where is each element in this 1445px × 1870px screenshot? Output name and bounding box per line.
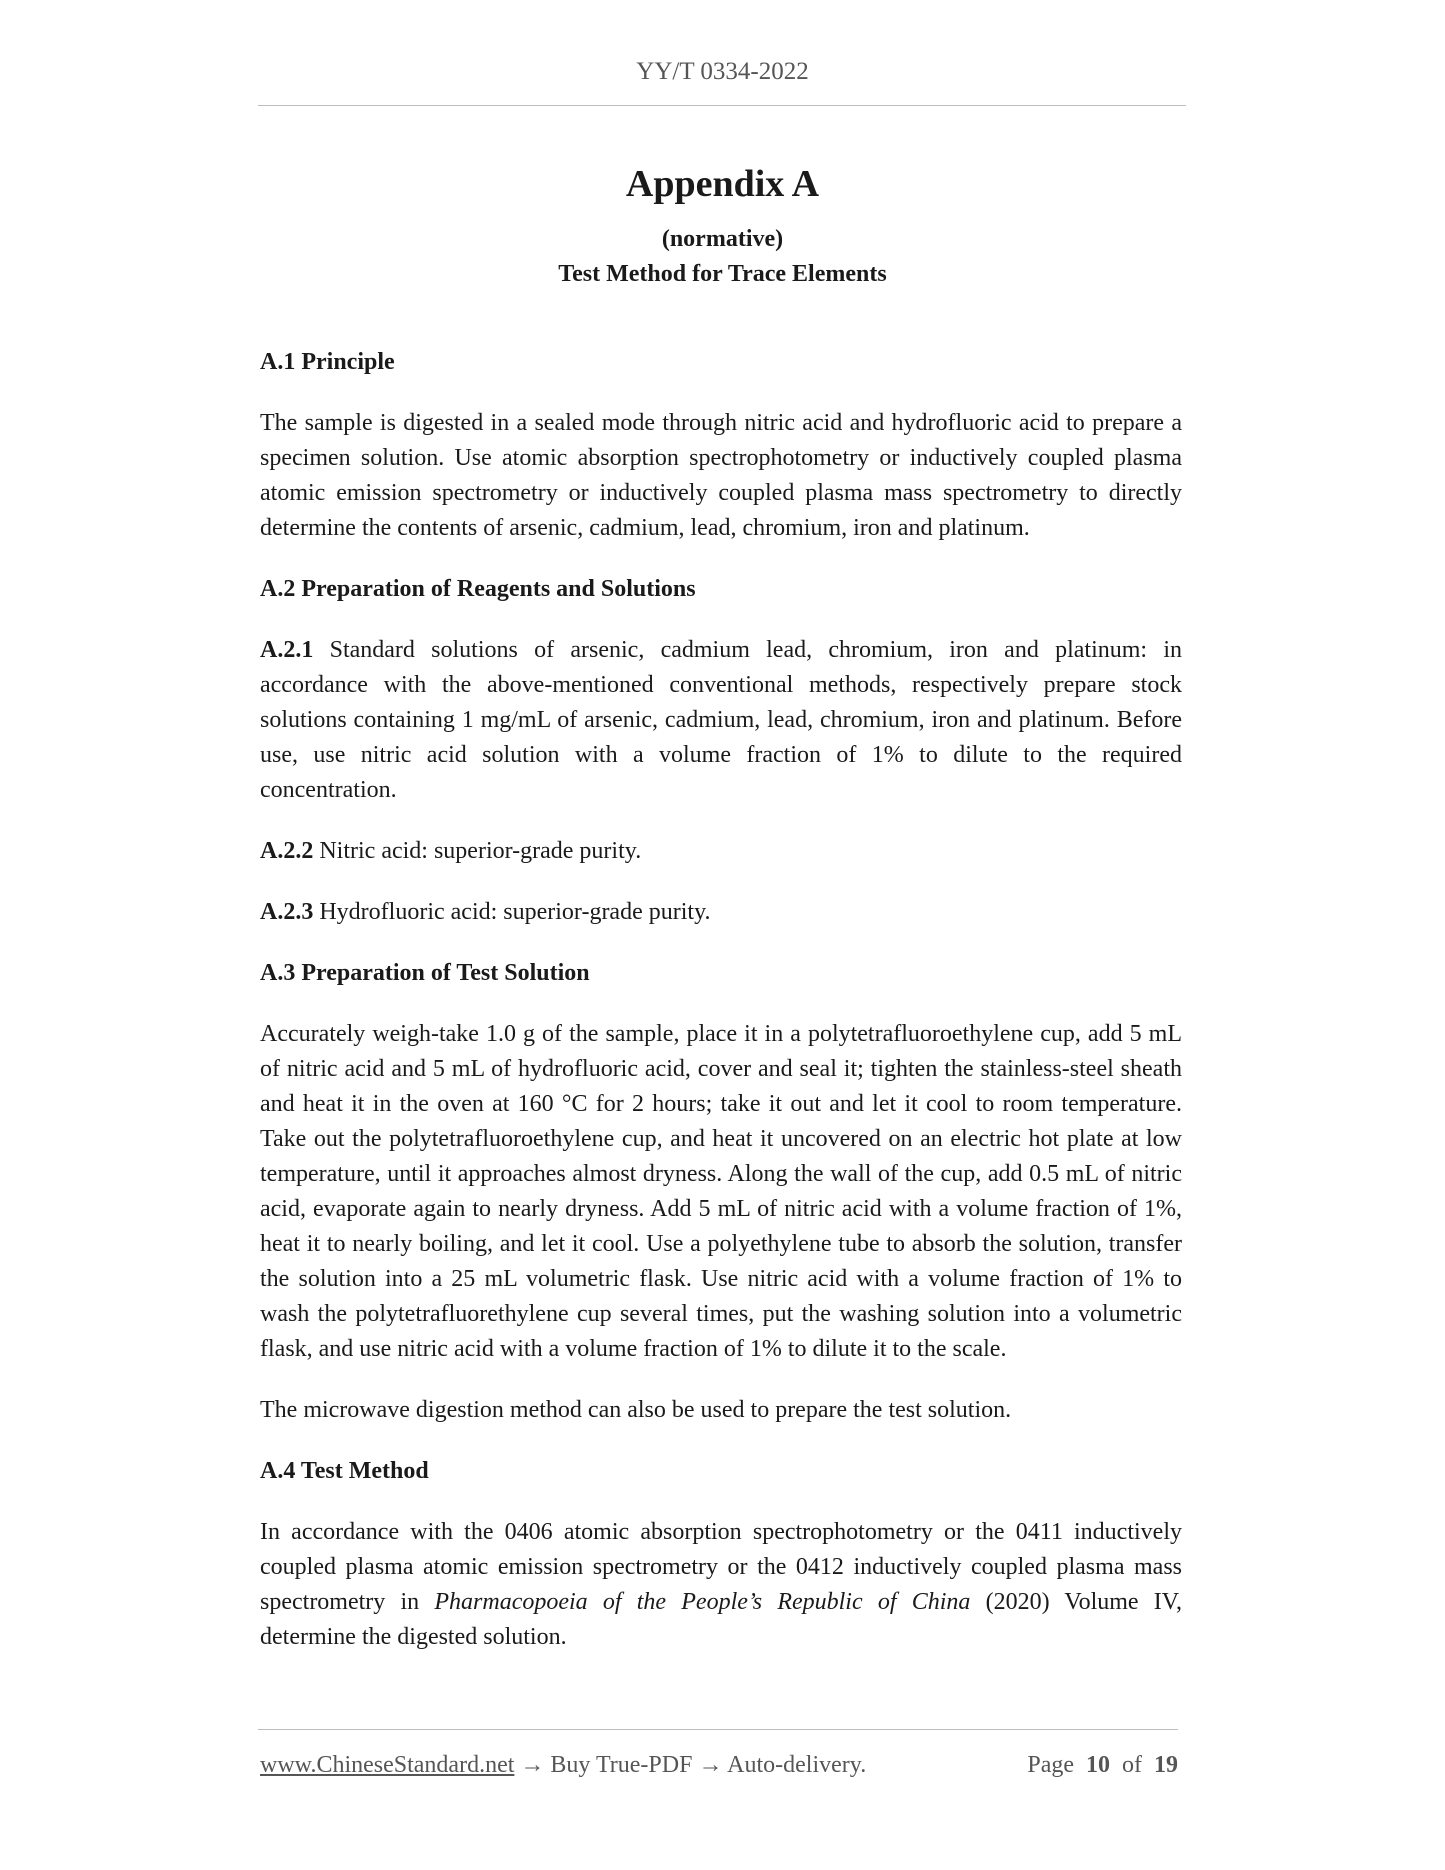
- method-text: In accordance with the 0406 atomic absorption spectrophotometry or the 0411 inductively coupled plasma atomic emission spectrometry or the 0412 inductively coupled plasma mass spectrometry in: [260, 1519, 1182, 1615]
- footer-divider: [258, 1729, 1178, 1730]
- appendix-type: (normative): [661, 226, 784, 252]
- test-solution-paragraph: Accurately weigh-take 1.0 g of the sample, place it in a polytetrafluoroethylene cup, add 5 mL of nitric acid and 5 mL of hydrofluoric acid, cover and seal it; tighten the stainless-steel sheath and heat it in the oven at 160 °C for 2 hours; take it out and let it cool to room temperature. Take out the polytetrafluoroethylene cup, and heat it uncovered on an electric hot plate at low temperature, until it approaches almost dryness. Along the wall of the cup, add 0.5 mL of nitric acid, evaporate again to nearly dryness. Add 5 mL of nitric acid with a volume fraction of 1%, heat it to nearly boiling, and let it cool. Use a polyethylene tube to absorb the solution, transfer the solution into a 25 mL volumetric flask. Use nitric acid with a volume fraction of 1% to wash the polytetrafluorethylene cup several times, put the washing solution into a volumetric flask, and use nitric acid with a volume fraction of 1% to dilute it to the scale.: [260, 1021, 1182, 1362]
- appendix-title: Appendix A: [625, 163, 820, 205]
- footer-promo: [260, 1750, 866, 1780]
- clause-number: A.2.3: [260, 899, 314, 925]
- website-link[interactable]: www.ChineseStandard.net: [260, 1752, 515, 1778]
- clause-text: Hydrofluoric acid: superior-grade purity.: [319, 899, 711, 925]
- clause-a-2-2: [260, 834, 1182, 869]
- page-label: Page: [1027, 1752, 1074, 1778]
- method-text-end: (2020) Volume IV, determine the digested solution.: [260, 1589, 1183, 1650]
- arrow-icon: →: [698, 1752, 723, 1778]
- appendix-name: Test Method for Trace Elements: [558, 261, 887, 287]
- document-body: [260, 345, 1182, 1655]
- clause-a-2-1: [260, 633, 1182, 808]
- appendix-title-block: [0, 160, 1445, 289]
- of-label: of: [1122, 1752, 1142, 1778]
- clause-number: A.2.1: [260, 637, 314, 663]
- clause-a-2-3: [260, 895, 1182, 930]
- buy-text: Buy True-PDF: [550, 1752, 693, 1778]
- arrow-icon: →: [520, 1752, 545, 1778]
- page-number: [1027, 1750, 1178, 1780]
- current-page: 10: [1086, 1752, 1110, 1778]
- section-heading-a2: A.2 Preparation of Reagents and Solutions: [260, 576, 696, 602]
- document-header: [0, 58, 1445, 86]
- delivery-text: Auto-delivery.: [727, 1752, 867, 1778]
- principle-paragraph: The sample is digested in a sealed mode through nitric acid and hydrofluoric acid to prepare a specimen solution. Use atomic absorption spectrophotometry or inductively coupled plasma atomic emission spectrometry or inductively coupled plasma mass spectrometry to directly determine the contents of arsenic, cadmium, lead, chromium, iron and platinum.: [260, 410, 1182, 541]
- test-method-paragraph: [260, 1515, 1182, 1655]
- pharmacopoeia-title: Pharmacopoeia of the People’s Republic of China: [434, 1589, 971, 1615]
- section-heading-a3: A.3 Preparation of Test Solution: [260, 960, 590, 986]
- section-heading-a1: A.1 Principle: [260, 349, 395, 375]
- clause-text: Standard solutions of arsenic, cadmium lead, chromium, iron and platinum: in accordance with the above-mentioned conventional methods, respectively prepare stock solutions containing 1 mg/mL of arsenic, cadmium, lead, chromium, iron and platinum. Before use, use nitric acid solution with a volume fraction of 1% to dilute to the required concentration.: [260, 637, 1182, 803]
- header-divider: [258, 105, 1186, 106]
- clause-number: A.2.2: [260, 838, 314, 864]
- clause-text: Nitric acid: superior-grade purity.: [319, 838, 642, 864]
- section-heading-a4: A.4 Test Method: [260, 1458, 429, 1484]
- total-pages: 19: [1154, 1752, 1178, 1778]
- microwave-paragraph: The microwave digestion method can also be used to prepare the test solution.: [260, 1397, 1012, 1423]
- document-id: YY/T 0334-2022: [636, 58, 809, 85]
